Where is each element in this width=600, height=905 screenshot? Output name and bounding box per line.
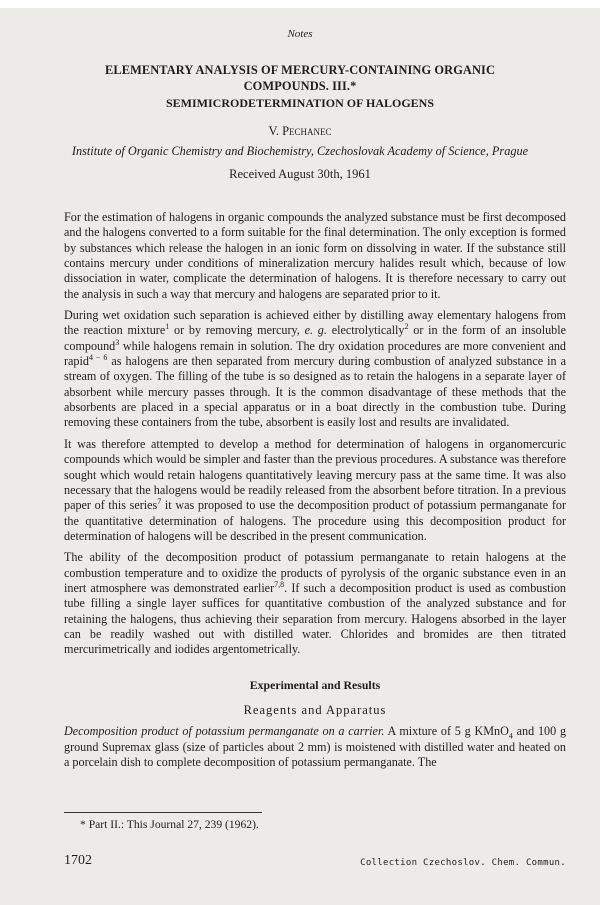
p2-text-c: electrolytically	[326, 323, 405, 338]
journal-name: Collection Czechoslov. Chem. Commun.	[360, 858, 566, 868]
footnote: * Part II.: This Journal 27, 239 (1962).	[80, 818, 259, 831]
paragraph-1	[64, 210, 566, 302]
p4-text-b: . If such a decomposition product is used as combustion tube filling a single layer suffices for quantitative combustion of the analyzed substance and for retaining the halogens, thus achieving their separation from mercury. Halogens absorbed in the layer can be readily washed out with distilled water. Chlorides and bromides are then titrated mercurimetrically and iodides argentometrically.	[64, 580, 566, 657]
p4-text-a: The ability of the decomposition product of potassium permanganate to retain halogens at the combustion temperature and to oxidize the products of pyrolysis of the organic substance even in an inert atmosphere was demonstrated earlier	[64, 550, 566, 595]
author-initial: V.	[268, 124, 283, 138]
affiliation: Institute of Organic Chemistry and Biochemistry, Czechoslovak Academy of Science, Prague	[71, 144, 529, 158]
article-subtitle: SEMIMICRODETERMINATION OF HALOGENS	[165, 96, 435, 110]
footnote-rule	[64, 812, 262, 813]
p3-text-a: It was therefore attempted to develop a method for determination of halogens in organomercuric compounds which would be simpler and faster than the previous procedures. A substance was therefore sought which would retain halogens quantitatively leaving mercury pass at the same time. It was also necessary that the halogens would be readily released from the absorbent before titration. In a previous paper of this series	[64, 436, 567, 513]
subsection-heading: Reagents and Apparatus	[243, 702, 387, 717]
title-line-1: ELEMENTARY ANALYSIS OF MERCURY-CONTAINING ORGANIC	[104, 63, 495, 77]
p5-subscript: 4	[508, 731, 513, 741]
paragraph-4	[64, 550, 566, 657]
p2-text-f: as halogens are then separated from mercury during combustion of analyzed substance in a stream of oxygen. The filling of the tube is so designed as to retain the halogens in a separate layer of absorbent while mercury passes through. It is the common disadvantage of these methods that the absorbents are placed in a special apparatus or in a boat directly in the combustion tube. During removing these containers from the tube, absorbent is easily lost and results are invalidated.	[64, 354, 566, 430]
paragraph-5	[64, 724, 566, 770]
ref-4-6: 4 − 6	[88, 353, 108, 363]
p5-text-a: A mixture of 5 g KMnO	[384, 724, 509, 739]
author-surname: Pechanec	[282, 124, 332, 138]
ref-2: 2	[404, 322, 409, 332]
ref-1: 1	[165, 322, 170, 332]
paragraph-2	[64, 308, 566, 431]
article-title	[80, 62, 520, 94]
p3-text-b: it was proposed to use the decomposition product of potassium permanganate for the quantitative determination of halogens. The procedure using this decomposition product for determination of halogens will be described in the present communication.	[64, 498, 566, 543]
running-head: Notes	[287, 28, 313, 40]
article-body	[64, 210, 566, 776]
section-heading: Experimental and Results	[249, 677, 381, 692]
ref-7-8: 7,8	[274, 579, 285, 589]
received-date: Received August 30th, 1961	[229, 167, 371, 181]
p2-text-a: During wet oxidation such separation is achieved either by distilling away elementary halogens from the reaction mixture	[64, 308, 566, 338]
page-number: 1702	[64, 853, 92, 868]
ref-7: 7	[157, 497, 162, 507]
p5-lead: Decomposition product of potassium permanganate on a carrier.	[64, 724, 385, 739]
ref-3: 3	[115, 337, 120, 347]
title-line-2: COMPOUNDS. III.*	[243, 79, 357, 93]
paragraph-3	[64, 437, 566, 544]
p5-text-b: and 100 g ground Supremax glass (size of particles about 2 mm) is moistened with distilled water and heated on a porcelain dish to complete decomposition of potassium permanganate. The	[64, 724, 567, 769]
p2-text-b: or by removing mercury,	[169, 323, 305, 338]
p2-text-d: or in the form of an insoluble compound	[64, 323, 567, 353]
p2-eg: e. g.	[304, 323, 327, 338]
author	[0, 124, 600, 139]
p2-text-e: while halogens remain in solution. The dry oxidation procedures are more convenient and rapid	[64, 338, 566, 369]
paragraph-1-text: For the estimation of halogens in organic compounds the analyzed substance must be first decomposed and the halogens converted to a form suitable for the final determination. The only exception is formed by substances which release the halogen in an ionic form on dissolving in water. If the substance still contains mercury under conditions of mineralization mercury halides result which, because of low dissociation in water, complicate the determination of halogens. It is therefore necessary to carry out the analysis in such a way that mercury and halogens are separated prior to it.	[64, 210, 566, 301]
